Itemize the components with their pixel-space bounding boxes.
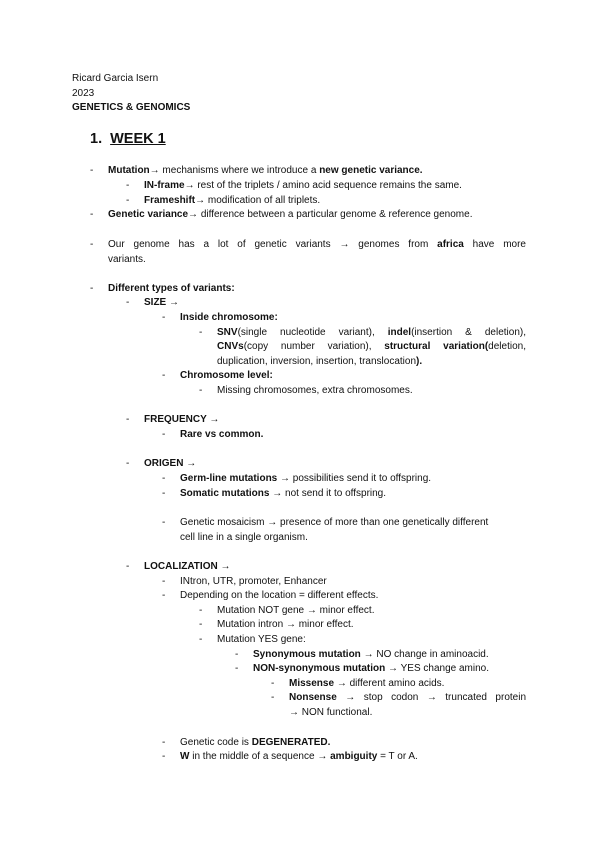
bullet-marker: -	[199, 385, 203, 396]
snv-line1	[217, 326, 526, 340]
snv-line3	[217, 355, 422, 369]
text: YES change amino.	[398, 663, 490, 674]
bullet-marker: -	[235, 663, 239, 674]
text: duplication, inversion, insertion, translocation	[217, 356, 416, 367]
inside-chromosome-label: Inside chromosome:	[180, 312, 278, 323]
term: NON-synonymous mutation	[253, 663, 386, 674]
term: ).	[416, 356, 423, 367]
text: Mutation NOT gene	[217, 605, 305, 616]
course-title: GENETICS & GENOMICS	[72, 102, 191, 113]
arrow-glyph: →	[149, 165, 160, 176]
types-title: Different types of variants:	[108, 283, 235, 294]
term: indel	[387, 327, 412, 338]
arrow-glyph: →	[272, 488, 283, 499]
heading-title: WEEK 1	[110, 131, 166, 147]
text: deletion,	[488, 341, 526, 352]
arrow-glyph: →	[317, 751, 328, 762]
text: mechanisms where we introduce a	[159, 165, 320, 176]
bullet-marker: -	[90, 209, 94, 220]
bullet-marker: -	[271, 692, 275, 703]
text: stop codon	[355, 692, 427, 703]
term: DEGENERATED.	[251, 737, 331, 748]
year: 2023	[72, 88, 95, 99]
text: not send it to offspring.	[282, 488, 387, 499]
missense-item	[289, 677, 444, 691]
nonsense-line2	[289, 706, 372, 720]
term: Nonsense	[289, 692, 337, 703]
genome-item-line2: variants.	[108, 254, 146, 265]
missing-chromosomes-item: Missing chromosomes, extra chromosomes.	[217, 385, 413, 396]
author-name: Ricard Garcia Isern	[72, 73, 159, 84]
text: presence of more than one genetically different	[277, 517, 489, 528]
bullet-marker: -	[162, 576, 166, 587]
size-label	[144, 296, 179, 310]
text: modification of all triplets.	[205, 195, 321, 206]
text: FREQUENCY	[144, 414, 207, 425]
genetic-variance-item	[108, 208, 472, 222]
text: different amino acids.	[346, 678, 445, 689]
bullet-marker: -	[126, 561, 130, 572]
arrow-glyph: →	[426, 692, 437, 703]
term: Mutation	[108, 165, 150, 176]
not-gene-item	[217, 604, 375, 618]
genetic-code-item	[180, 736, 330, 750]
term: new genetic variance.	[319, 165, 423, 176]
text: genomes from	[349, 239, 438, 250]
mutation-item	[108, 164, 423, 178]
arrow-glyph: →	[267, 517, 278, 528]
arrow-glyph: →	[285, 619, 296, 630]
localization-label	[144, 560, 230, 574]
intron-utr-item: INtron, UTR, promoter, Enhancer	[180, 576, 327, 587]
nonsynonymous-item	[253, 662, 489, 676]
term: Missense	[289, 678, 335, 689]
bullet-marker: -	[90, 165, 94, 176]
bullet-marker: -	[235, 649, 239, 660]
mosaicism-line2: cell line in a single organism.	[180, 532, 308, 543]
mosaicism-line1	[180, 516, 488, 530]
text: = T or A.	[377, 751, 418, 762]
term: ambiguity	[330, 751, 378, 762]
text: minor effect.	[295, 619, 354, 630]
arrow-glyph: →	[220, 561, 231, 572]
bullet-marker: -	[162, 473, 166, 484]
depending-item: Depending on the location = different effects.	[180, 590, 379, 601]
text: (copy number variation),	[243, 341, 385, 352]
arrow-glyph: →	[188, 209, 199, 220]
term: SNV	[217, 327, 238, 338]
term: Somatic mutations	[180, 488, 270, 499]
inframe-item	[144, 179, 462, 193]
bullet-marker: -	[162, 590, 166, 601]
bullet-marker: -	[271, 678, 275, 689]
frequency-label	[144, 413, 219, 427]
term: CNVs	[217, 341, 244, 352]
bullet-marker: -	[126, 180, 130, 191]
section-heading	[90, 130, 166, 148]
text: Genetic mosaicism	[180, 517, 265, 528]
somatic-item	[180, 487, 386, 501]
arrow-glyph: →	[280, 473, 291, 484]
bullet-marker: -	[162, 737, 166, 748]
term: Frameshift	[144, 195, 196, 206]
genome-item-line1	[108, 238, 526, 252]
bullet-marker: -	[126, 297, 130, 308]
arrow-glyph: →	[336, 678, 347, 689]
bullet-marker: -	[90, 283, 94, 294]
text: SIZE	[144, 297, 167, 308]
bullet-marker: -	[126, 414, 130, 425]
bullet-marker: -	[162, 517, 166, 528]
bullet-marker: -	[162, 312, 166, 323]
text: NO change in aminoacid.	[373, 649, 489, 660]
w-ambiguity-item	[180, 750, 418, 764]
arrow-glyph: →	[209, 414, 220, 425]
snv-line2	[217, 340, 526, 354]
text: difference between a particular genome & reference genome.	[198, 209, 473, 220]
arrow-glyph: →	[363, 649, 374, 660]
origen-label	[144, 457, 196, 471]
germline-item	[180, 472, 431, 486]
arrow-glyph: →	[184, 180, 195, 191]
frameshift-item	[144, 194, 320, 208]
text: NON functional.	[299, 707, 373, 718]
bullet-marker: -	[199, 605, 203, 616]
term: structural variation(	[384, 341, 489, 352]
text: have more	[463, 239, 526, 250]
arrow-glyph: →	[195, 195, 206, 206]
bullet-marker: -	[162, 429, 166, 440]
bullet-marker: -	[126, 195, 130, 206]
text: Our genome has a lot of genetic variants	[108, 239, 331, 250]
term: africa	[437, 239, 464, 250]
bullet-marker: -	[199, 619, 203, 630]
term: Genetic variance	[108, 209, 189, 220]
text: in the middle of a sequence	[189, 751, 318, 762]
arrow-glyph: →	[339, 239, 350, 250]
text: ORIGEN	[144, 458, 184, 469]
bullet-marker: -	[126, 458, 130, 469]
text: (insertion & deletion),	[411, 327, 526, 338]
term: W	[180, 751, 190, 762]
text: (single nucleotide variant),	[237, 327, 388, 338]
bullet-marker: -	[162, 488, 166, 499]
synonymous-item	[253, 648, 489, 662]
intron-item	[217, 618, 354, 632]
bullet-marker: -	[162, 370, 166, 381]
text: possibilities send it to offspring.	[290, 473, 432, 484]
rare-common-item: Rare vs common.	[180, 429, 264, 440]
term: IN-frame	[144, 180, 185, 191]
arrow-glyph: →	[289, 707, 299, 718]
text: truncated protein	[436, 692, 527, 703]
term: Synonymous mutation	[253, 649, 361, 660]
arrow-glyph: →	[388, 663, 399, 674]
arrow-glyph: →	[306, 605, 317, 616]
text: Mutation intron	[217, 619, 284, 630]
arrow-glyph: →	[345, 692, 356, 703]
text: Genetic code is	[180, 737, 252, 748]
chromosome-level-label: Chromosome level:	[180, 370, 273, 381]
text: LOCALIZATION	[144, 561, 218, 572]
bullet-marker: -	[199, 327, 203, 338]
text: minor effect.	[316, 605, 375, 616]
heading-number: 1.	[90, 131, 103, 147]
bullet-marker: -	[90, 239, 94, 250]
bullet-marker: -	[199, 634, 203, 645]
term: Germ-line mutations	[180, 473, 278, 484]
arrow-glyph: →	[169, 297, 180, 308]
nonsense-line1	[289, 691, 526, 705]
text: rest of the triplets / amino acid sequence remains the same.	[194, 180, 462, 191]
yes-gene-item: Mutation YES gene:	[217, 634, 306, 645]
bullet-marker: -	[162, 751, 166, 762]
arrow-glyph: →	[186, 458, 197, 469]
